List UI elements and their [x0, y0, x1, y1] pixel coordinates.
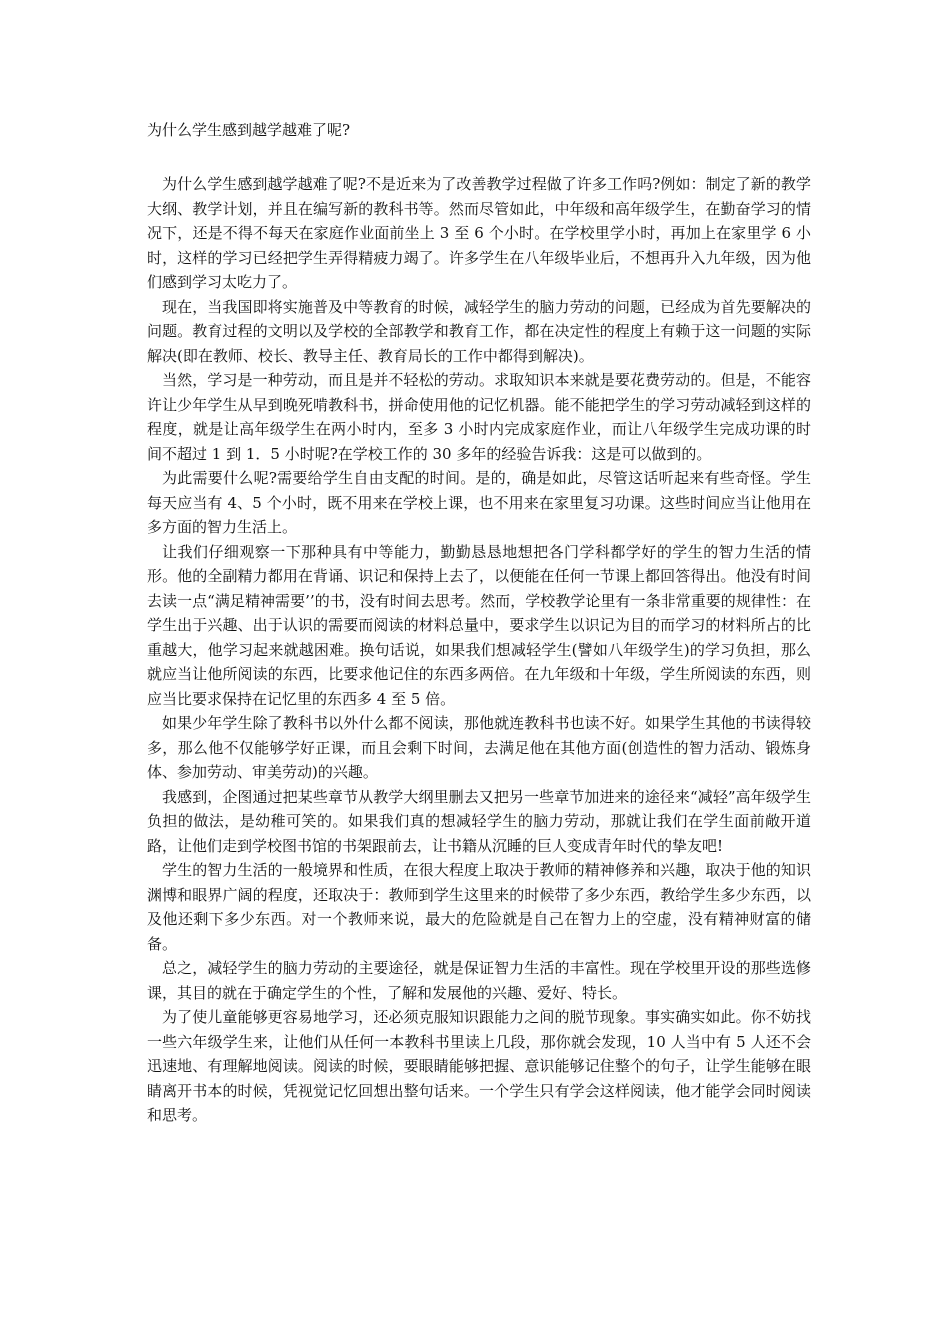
paragraph: 为此需要什么呢?需要给学生自由支配的时间。是的，确是如此，尽管这话听起来有些奇怪。学生每天应当有 4、5 个小时，既不用来在学校上课，也不用来在家里复习功课。这些时间应当让他用在多方面的智力生活上。 [147, 469, 811, 536]
document-page [147, 118, 811, 1128]
paragraph: 为了使儿童能够更容易地学习，还必须克服知识跟能力之间的脱节现象。事实确实如此。你不妨找一些六年级学生来，让他们从任何一本教科书里读上几段，那你就会发现，10 人当中有 5 人还不会迅速地、有理解地阅读。阅读的时候，要眼睛能够把握、意识能够记住整个的句子，让学生能够在眼睛离开书本的时候，凭视觉记忆回想出整句话来。一个学生只有学会这样阅读，他才能学会同时阅读和思考。 [147, 1008, 811, 1124]
paragraph: 总之，减轻学生的脑力劳动的主要途径，就是保证智力生活的丰富性。现在学校里开设的那些选修课，其目的就在于确定学生的个性，了解和发展他的兴趣、爱好、特长。 [147, 959, 811, 1002]
paragraph: 为什么学生感到越学越难了呢?不是近来为了改善教学过程做了许多工作吗?例如：制定了新的教学大纲、教学计划，并且在编写新的教科书等。然而尽管如此，中年级和高年级学生，在勤奋学习的情况下，还是不得不每天在家庭作业面前坐上 3 至 6 个小时。在学校里学小时，再加上在家里学 6 小时，这样的学习已经把学生弄得精疲力竭了。许多学生在八年级毕业后，不想再升入九年级，因为他们感到学习太吃力了。 [147, 175, 811, 291]
paragraph: 如果少年学生除了教科书以外什么都不阅读，那他就连教科书也读不好。如果学生其他的书读得较多，那么他不仅能够学好正课，而且会剩下时间，去满足他在其他方面(创造性的智力活动、锻炼身体、参加劳动、审美劳动)的兴趣。 [147, 714, 811, 781]
paragraph: 让我们仔细观察一下那种具有中等能力，勤勤恳恳地想把各门学科都学好的学生的智力生活的情形。他的全副精力都用在背诵、识记和保持上去了，以便能在任何一节课上都回答得出。他没有时间去读一点“满足精神需要’’的书，没有时间去思考。然而，学校教学论里有一条非常重要的规律性：在学生出于兴趣、出于认识的需要而阅读的材料总量中，要求学生以识记为目的而学习的材料所占的比重越大，他学习起来就越困难。换句话说，如果我们想减轻学生(譬如八年级学生)的学习负担，那么就应当让他所阅读的东西，比要求他记住的东西多两倍。在九年级和十年级，学生所阅读的东西，则应当比要求保持在记忆里的东西多 4 至 5 倍。 [147, 542, 811, 708]
paragraph: 我感到，企图通过把某些章节从教学大纲里删去又把另一些章节加进来的途径来“减轻”高年级学生负担的做法，是幼稚可笑的。如果我们真的想减轻学生的脑力劳动，那就让我们在学生面前敞开道路，让他们走到学校图书馆的书架跟前去，让书籍从沉睡的巨人变成青年时代的挚友吧! [147, 787, 811, 855]
paragraph: 现在，当我国即将实施普及中等教育的时候，减轻学生的脑力劳动的问题，已经成为首先要解决的问题。教育过程的文明以及学校的全部教学和教育工作，都在决定性的程度上有赖于这一问题的实际解决(即在教师、校长、教导主任、教育局长的工作中都得到解决)。 [147, 297, 811, 365]
paragraph: 学生的智力生活的一般境界和性质，在很大程度上取决于教师的精神修养和兴趣，取决于他的知识渊博和眼界广阔的程度，还取决于：教师到学生这里来的时候带了多少东西，教给学生多少东西，以及他还剩下多少东西。对一个教师来说，最大的危险就是自己在智力上的空虚，没有精神财富的储备。 [147, 861, 811, 953]
document-title: 为什么学生感到越学越难了呢? [147, 121, 351, 139]
paragraph: 当然，学习是一种劳动，而且是并不轻松的劳动。求取知识本来就是要花费劳动的。但是，不能容许让少年学生从早到晚死啃教科书，拼命使用他的记忆机器。能不能把学生的学习劳动减轻到这样的程度，就是让高年级学生在两小时内，至多 3 小时内完成家庭作业，而让八年级学生完成功课的时间不超过 1 到 1．5 小时呢?在学校工作的 30 多年的经验告诉我：这是可以做到的。 [147, 371, 811, 463]
